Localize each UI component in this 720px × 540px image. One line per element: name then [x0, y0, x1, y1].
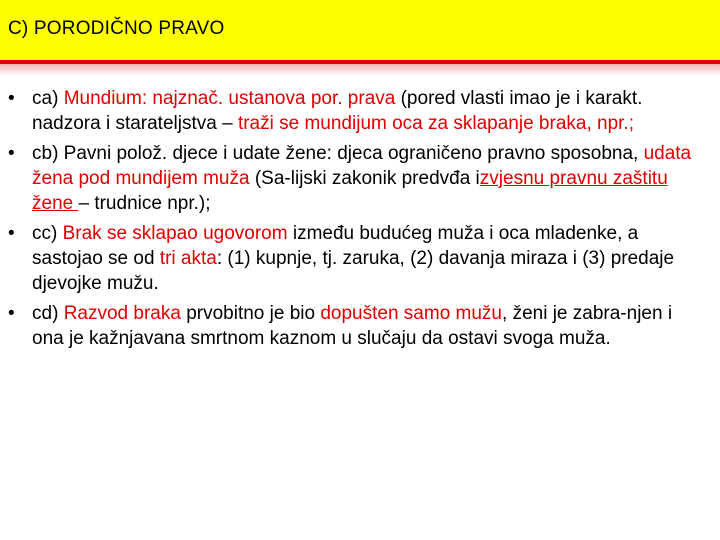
- text-segment-underlined: zvjesnu pravnu zaštitu žene: [32, 168, 668, 214]
- text-segment: između budućeg muža i oca mladenke, a sastojao se od: [32, 223, 639, 269]
- text-segment: : (1) kupnje, tj. zaruka, (2) davanja miraza i (3) predaje djevojke mužu.: [32, 248, 675, 294]
- bullet-point-icon: [8, 221, 26, 246]
- bullet-item: [8, 221, 698, 296]
- bullet-point-icon: [8, 86, 26, 111]
- text-segment-highlight: dopušten samo mužu: [320, 303, 503, 324]
- title-bar: [0, 0, 720, 60]
- text-segment-highlight: tri akta: [159, 248, 217, 269]
- bullet-list: [8, 86, 698, 356]
- bullet-point-icon: [8, 301, 26, 326]
- text-segment: , ženi je zabra-njen i ona je kažnjavana smrtnom kaznom u slučaju da ostavi svoga muža.: [32, 303, 673, 349]
- text-segment-highlight: Razvod braka: [63, 303, 181, 324]
- bullet-item: [8, 301, 698, 351]
- text-segment: ca): [32, 88, 64, 109]
- text-segment-highlight: Mundium: najznač. ustanova por. prava: [63, 88, 396, 109]
- text-segment-highlight: traži se mundijum oca za sklapanje braka, npr.;: [237, 113, 634, 134]
- text-segment: (pored vlasti imao je i karakt. nadzora i starateljstva –: [32, 88, 643, 134]
- text-segment-highlight: udata žena pod mundijem muža: [32, 143, 692, 189]
- text-segment: cc): [32, 223, 63, 244]
- slide-title: C) PORODIČNO PRAVO: [8, 18, 225, 39]
- text-segment: – trudnice npr.);: [78, 193, 211, 214]
- divider-shadow: [0, 64, 720, 76]
- text-segment: cd): [32, 303, 64, 324]
- bullet-item: [8, 141, 698, 216]
- bullet-point-icon: [8, 141, 26, 166]
- bullet-item: [8, 86, 698, 136]
- text-segment: (Sa-lijski zakonik predvđa i: [249, 168, 480, 189]
- text-segment-highlight: Brak se sklapao ugovorom: [62, 223, 288, 244]
- text-segment: cb) Pavni polož. djece i udate žene: djeca ograničeno pravno sposobna,: [32, 143, 644, 164]
- text-segment: prvobitno je bio: [180, 303, 321, 324]
